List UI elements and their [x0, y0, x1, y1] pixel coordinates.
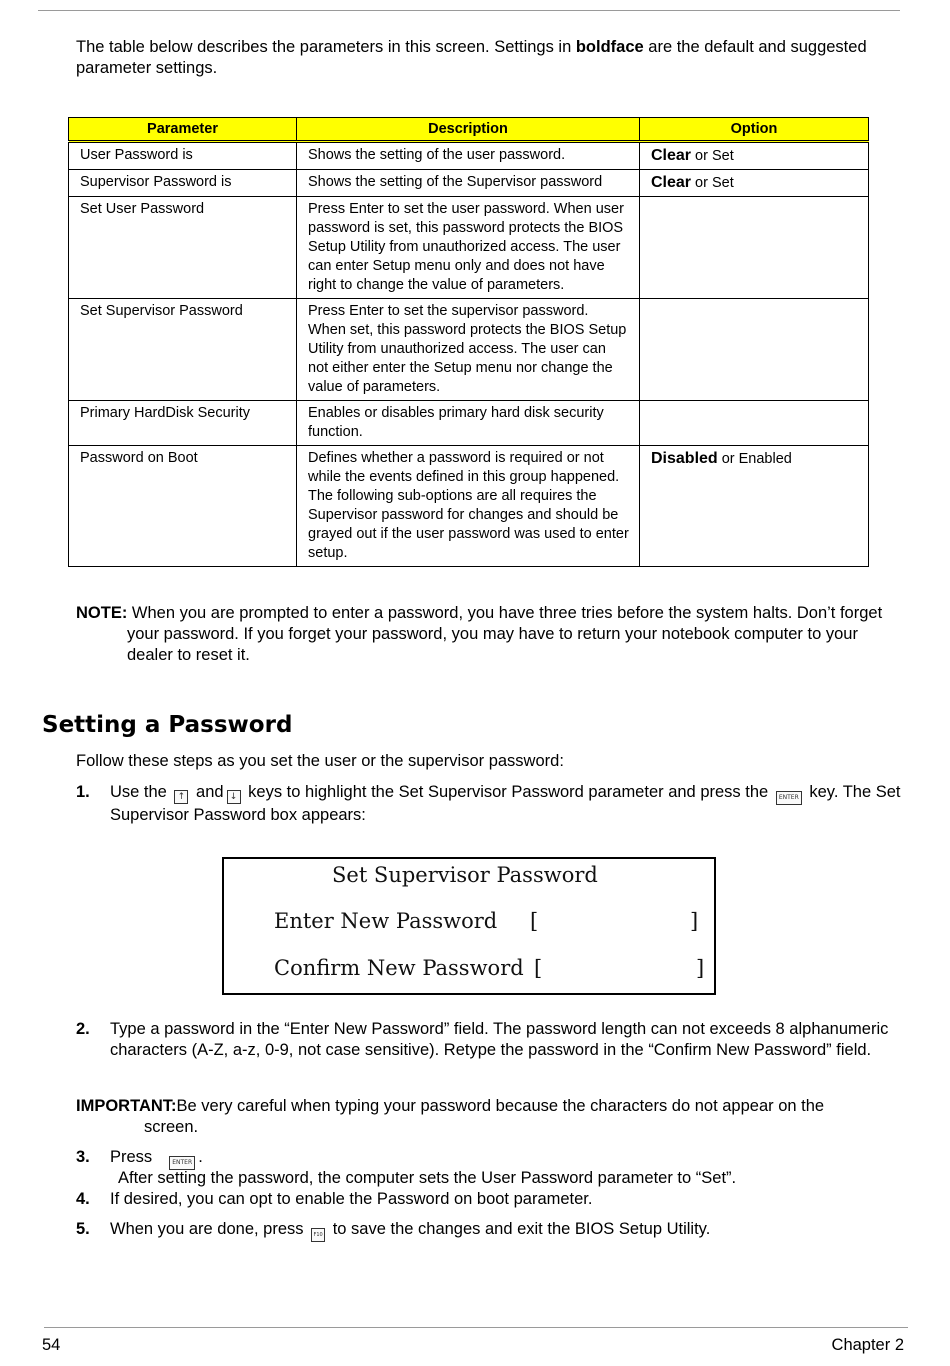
option-cell: [640, 197, 869, 299]
f10-key-icon: F10: [311, 1228, 325, 1242]
chapter-label: Chapter 2: [831, 1336, 904, 1354]
param-cell: Supervisor Password is: [69, 170, 297, 197]
param-cell: Password on Boot: [69, 446, 297, 567]
step-number: 2.: [76, 1020, 90, 1038]
option-cell: Clear or Set: [640, 170, 869, 197]
table-row: [69, 299, 869, 401]
step-number: 4.: [76, 1190, 90, 1208]
confirm-password-label: Confirm New Password: [274, 956, 524, 980]
desc-cell: Shows the setting of the user password.: [297, 142, 640, 170]
param-cell: Set Supervisor Password: [69, 299, 297, 401]
option-cell: Clear or Set: [640, 142, 869, 170]
table-header-row: [69, 118, 869, 142]
option-cell: Disabled or Enabled: [640, 446, 869, 567]
step-3-press: Press ENTER .: [110, 1147, 900, 1170]
enter-password-close-bracket: ]: [690, 909, 699, 933]
param-cell: Primary HardDisk Security: [69, 401, 297, 446]
confirm-password-close-bracket: ]: [696, 956, 705, 980]
bottom-rule: [44, 1327, 908, 1328]
step-1-text: Use the ↑ and ↓ keys to highlight the Set Supervisor Password parameter and press the ENTER key. The Set Supervisor Password box appears:: [110, 783, 901, 824]
parameters-table: [68, 117, 869, 567]
header-description: Description: [297, 118, 640, 142]
enter-password-label: Enter New Password: [274, 909, 498, 933]
table-row: [69, 142, 869, 170]
table-row: [69, 197, 869, 299]
intro-bold-word: boldface: [575, 38, 644, 56]
step-4-text: If desired, you can opt to enable the Password on boot parameter.: [110, 1190, 593, 1208]
enter-key-icon: ENTER: [776, 791, 802, 805]
supervisor-password-box: [222, 857, 716, 995]
enter-password-open-bracket: [: [530, 909, 539, 933]
important-block: [76, 1096, 866, 1138]
param-cell: Set User Password: [69, 197, 297, 299]
top-rule: [38, 10, 900, 11]
pwbox-title: Set Supervisor Password: [332, 863, 598, 887]
important-text: Be very careful when typing your password because the characters do not appear on the screen.: [144, 1097, 825, 1136]
table-row: [69, 170, 869, 197]
intro-paragraph: The table below describes the parameters in this screen. Settings in boldface are the default and suggested parameter settings.: [76, 38, 867, 77]
page-number: 54: [42, 1336, 61, 1354]
option-cell: [640, 299, 869, 401]
param-cell: User Password is: [69, 142, 297, 170]
header-parameter: Parameter: [69, 118, 297, 142]
note-label: NOTE:: [76, 604, 128, 622]
confirm-password-open-bracket: [: [534, 956, 543, 980]
desc-cell: Enables or disables primary hard disk security function.: [297, 401, 640, 446]
step-5-text: When you are done, press F10 to save the changes and exit the BIOS Setup Utility.: [110, 1219, 900, 1242]
desc-cell: Defines whether a password is required or not while the events defined in this group happened. The following sub-options are all requires the Supervisor password for changes and should be grayed out if the user password was used to enter setup.: [297, 446, 640, 567]
note-text: When you are prompted to enter a password, you have three tries before the system halts. Don’t forget your password. If you forget your password, you may have to return your notebook computer to your dealer to reset it.: [127, 604, 883, 664]
step-2-text: Type a password in the “Enter New Password” field. The password length can not exceeds 8 alphanumeric characters (A-Z, a-z, 0-9, not case sensitive). Retype the password in the “Confirm New Password” field.: [110, 1020, 889, 1059]
step-number: 3.: [76, 1148, 90, 1166]
note-block: [76, 603, 906, 666]
desc-cell: Press Enter to set the supervisor password. When set, this password protects the BIOS Setup Utility from unauthorized access. The user can not either enter the Setup menu nor change the value of parameters.: [297, 299, 640, 401]
down-arrow-key-icon: ↓: [227, 790, 241, 804]
option-cell: [640, 401, 869, 446]
step-3-after: After setting the password, the computer sets the User Password parameter to “Set”.: [118, 1169, 737, 1187]
enter-key-icon: ENTER: [169, 1156, 195, 1170]
steps-intro: Follow these steps as you set the user or the supervisor password:: [76, 752, 564, 770]
table-row: [69, 401, 869, 446]
section-title: Setting a Password: [42, 712, 293, 738]
desc-cell: Press Enter to set the user password. When user password is set, this password protects the BIOS Setup Utility from unauthorized access. The user can enter Setup menu only and does not have right to change the value of parameters.: [297, 197, 640, 299]
table-row: [69, 446, 869, 567]
up-arrow-key-icon: ↑: [174, 790, 188, 804]
step-number: 1.: [76, 783, 90, 801]
header-option: Option: [640, 118, 869, 142]
desc-cell: Shows the setting of the Supervisor password: [297, 170, 640, 197]
important-label: IMPORTANT:: [76, 1097, 177, 1115]
step-number: 5.: [76, 1220, 90, 1238]
